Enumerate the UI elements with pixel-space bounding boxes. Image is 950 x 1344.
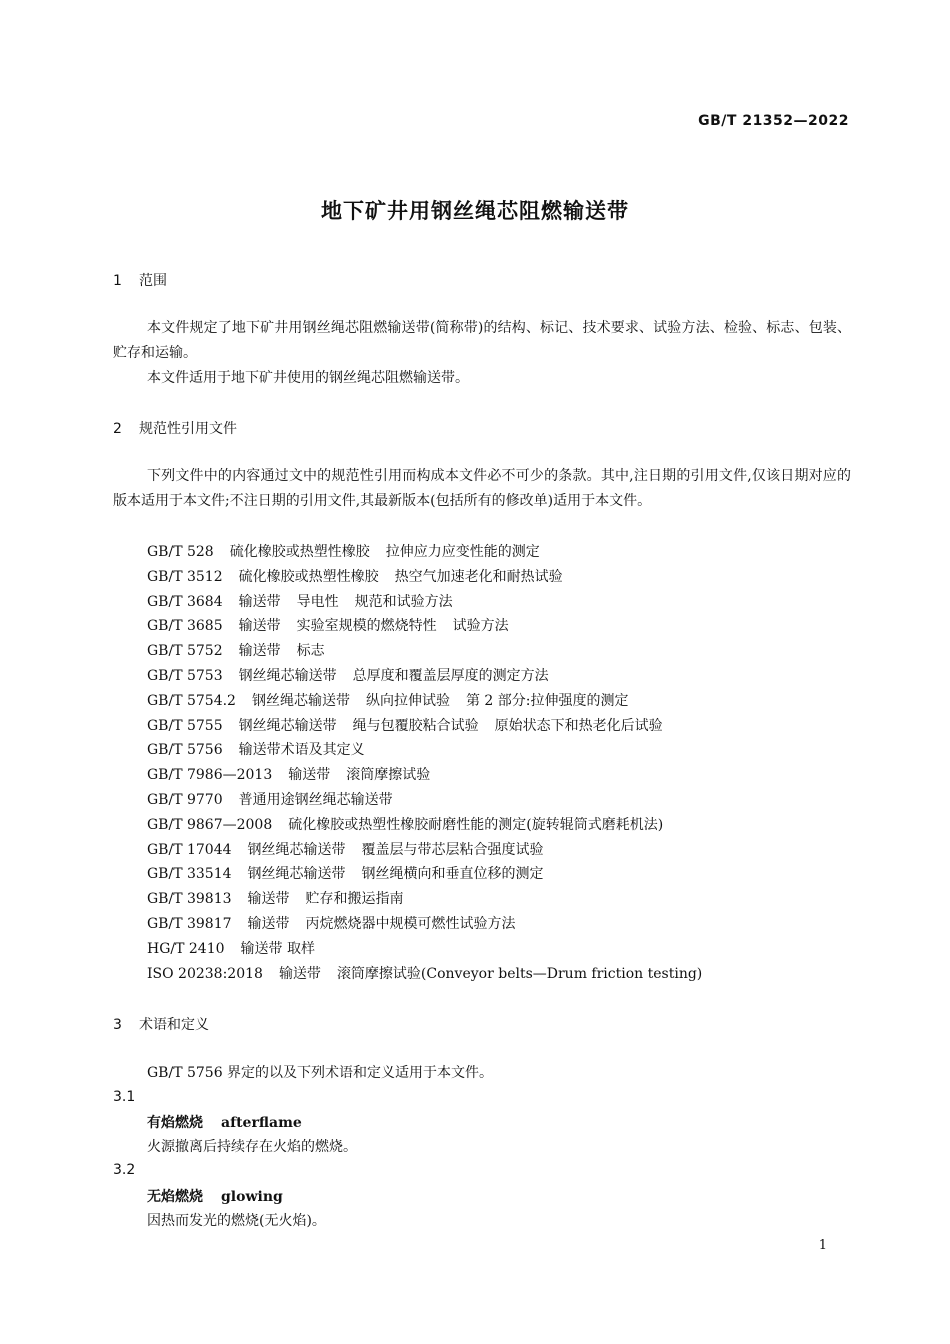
- reference-item: [147, 862, 702, 887]
- reference-code: GB/T 5754.2: [147, 692, 236, 709]
- reference-title: 钢丝绳芯输送带: [247, 866, 346, 883]
- section-number: 3: [113, 1017, 122, 1033]
- reference-code: GB/T 7986—2013: [147, 767, 273, 784]
- reference-title: 普通用途钢丝绳芯输送带: [238, 791, 393, 808]
- reference-item: [147, 614, 702, 639]
- reference-subtitle: 总厚度和覆盖层厚度的测定方法: [352, 667, 549, 684]
- section-title: 范围: [139, 273, 167, 289]
- reference-subtitle: 拉伸应力应变性能的测定: [385, 544, 540, 560]
- reference-title: 钢丝绳芯输送带: [238, 667, 337, 684]
- reference-code: GB/T 3685: [147, 618, 223, 635]
- reference-item: [147, 639, 702, 664]
- reference-item: [147, 738, 702, 763]
- reference-title: 输送带: [288, 767, 331, 784]
- term-name-en: glowing: [221, 1189, 283, 1205]
- reference-title: 输送带 取样: [240, 940, 315, 957]
- reference-item: [147, 565, 702, 590]
- reference-code: GB/T 17044: [147, 841, 232, 858]
- reference-subtitle: 丙烷燃烧器中规模可燃性试验方法: [305, 915, 516, 932]
- term-number: 3.2: [113, 1162, 136, 1178]
- reference-title: 硫化橡胶或热塑性橡胶: [238, 568, 379, 585]
- reference-subtitle: 热空气加速老化和耐热试验: [394, 568, 563, 585]
- reference-title: 输送带: [247, 891, 290, 908]
- reference-item: [147, 912, 702, 937]
- reference-code: GB/T 5755: [147, 717, 223, 734]
- reference-subtitle: 绳与包覆胶粘合试验: [352, 717, 479, 734]
- reference-item: [147, 540, 702, 565]
- reference-list: [147, 540, 702, 986]
- reference-title: 输送带: [238, 643, 281, 660]
- terms-intro: GB/T 5756 界定的以及下列术语和定义适用于本文件。: [147, 1065, 494, 1081]
- reference-title: 钢丝绳芯输送带: [251, 692, 350, 709]
- reference-title: 输送带: [238, 593, 281, 610]
- reference-code: GB/T 5752: [147, 643, 223, 660]
- section-number: 2: [113, 421, 122, 437]
- reference-item: [147, 763, 702, 788]
- reference-item: [147, 714, 702, 739]
- reference-item: [147, 590, 702, 615]
- term-definition: 火源撤离后持续存在火焰的燃烧。: [147, 1139, 357, 1155]
- reference-code: GB/T 5753: [147, 667, 223, 684]
- reference-code: ISO 20238:2018: [147, 965, 263, 982]
- reference-code: GB/T 528: [147, 544, 214, 560]
- reference-subtitle-2: 规范和试验方法: [354, 593, 453, 610]
- reference-code: GB/T 39817: [147, 915, 232, 932]
- page-number: 1: [818, 1238, 827, 1253]
- reference-code: GB/T 5756: [147, 742, 223, 759]
- reference-subtitle: 滚筒摩擦试验: [346, 767, 431, 784]
- reference-code: GB/T 3684: [147, 593, 223, 610]
- reference-code: GB/T 39813: [147, 891, 232, 908]
- term-name-en: afterflame: [221, 1115, 302, 1131]
- reference-code: GB/T 9770: [147, 791, 223, 808]
- reference-item: [147, 689, 702, 714]
- term-number: 3.1: [113, 1089, 136, 1105]
- reference-subtitle: 导电性: [296, 593, 339, 610]
- term-definition: 因热而发光的燃烧(无火焰)。: [147, 1213, 326, 1229]
- section-1-heading: [113, 270, 167, 290]
- document-title: 地下矿井用钢丝绳芯阻燃输送带: [321, 199, 629, 223]
- section-2-heading: [113, 418, 237, 438]
- reference-title: 钢丝绳芯输送带: [238, 717, 337, 734]
- term-name-cn: 无焰燃烧: [147, 1189, 203, 1205]
- reference-subtitle: 覆盖层与带芯层粘合强度试验: [361, 841, 544, 858]
- reference-code: GB/T 3512: [147, 568, 223, 585]
- term-name: [147, 1112, 302, 1132]
- reference-title: 输送带: [238, 618, 281, 635]
- reference-item: [147, 838, 702, 863]
- section-number: 1: [113, 273, 122, 289]
- reference-subtitle-2: 试验方法: [452, 618, 509, 635]
- reference-subtitle-2: 原始状态下和热老化后试验: [494, 717, 663, 734]
- reference-item: [147, 887, 702, 912]
- scope-paragraph-1: 本文件规定了地下矿井用钢丝绳芯阻燃输送带(简称带)的结构、标记、技术要求、试验方法、检验、标志、包装、贮存和运输。: [113, 320, 851, 361]
- reference-subtitle: 实验室规模的燃烧特性: [296, 618, 437, 635]
- reference-title: 硫化橡胶或热塑性橡胶: [229, 544, 370, 560]
- reference-title: 输送带术语及其定义: [238, 742, 365, 759]
- reference-subtitle: 纵向拉伸试验: [365, 692, 450, 709]
- reference-item: [147, 937, 702, 962]
- standard-code: GB/T 21352—2022: [698, 113, 849, 129]
- reference-item: [147, 962, 702, 987]
- reference-title: 硫化橡胶或热塑性橡胶耐磨性能的测定(旋转辊筒式磨耗机法): [288, 816, 664, 833]
- reference-subtitle: 滚筒摩擦试验(Conveyor belts—Drum friction testing): [336, 965, 703, 982]
- reference-code: GB/T 9867—2008: [147, 816, 273, 833]
- section-3-heading: [113, 1014, 209, 1034]
- reference-item: [147, 788, 702, 813]
- reference-code: HG/T 2410: [147, 940, 225, 957]
- references-intro: 下列文件中的内容通过文中的规范性引用而构成本文件必不可少的条款。其中,注日期的引用文件,仅该日期对应的版本适用于本文件;不注日期的引用文件,其最新版本(包括所有的修改单)适用于本文件。: [113, 468, 851, 509]
- term-name: [147, 1186, 283, 1206]
- reference-item: [147, 664, 702, 689]
- scope-paragraph-2: 本文件适用于地下矿井使用的钢丝绳芯阻燃输送带。: [147, 370, 469, 386]
- reference-subtitle: 钢丝绳横向和垂直位移的测定: [361, 866, 544, 883]
- section-title: 术语和定义: [139, 1017, 209, 1033]
- reference-title: 输送带: [247, 915, 290, 932]
- reference-title: 输送带: [278, 965, 321, 982]
- section-title: 规范性引用文件: [139, 421, 237, 437]
- term-name-cn: 有焰燃烧: [147, 1115, 203, 1131]
- reference-subtitle-2: 第 2 部分:拉伸强度的测定: [465, 692, 629, 709]
- reference-subtitle: 贮存和搬运指南: [305, 891, 404, 908]
- reference-title: 钢丝绳芯输送带: [247, 841, 346, 858]
- reference-subtitle: 标志: [296, 643, 325, 660]
- reference-item: [147, 813, 702, 838]
- reference-code: GB/T 33514: [147, 866, 232, 883]
